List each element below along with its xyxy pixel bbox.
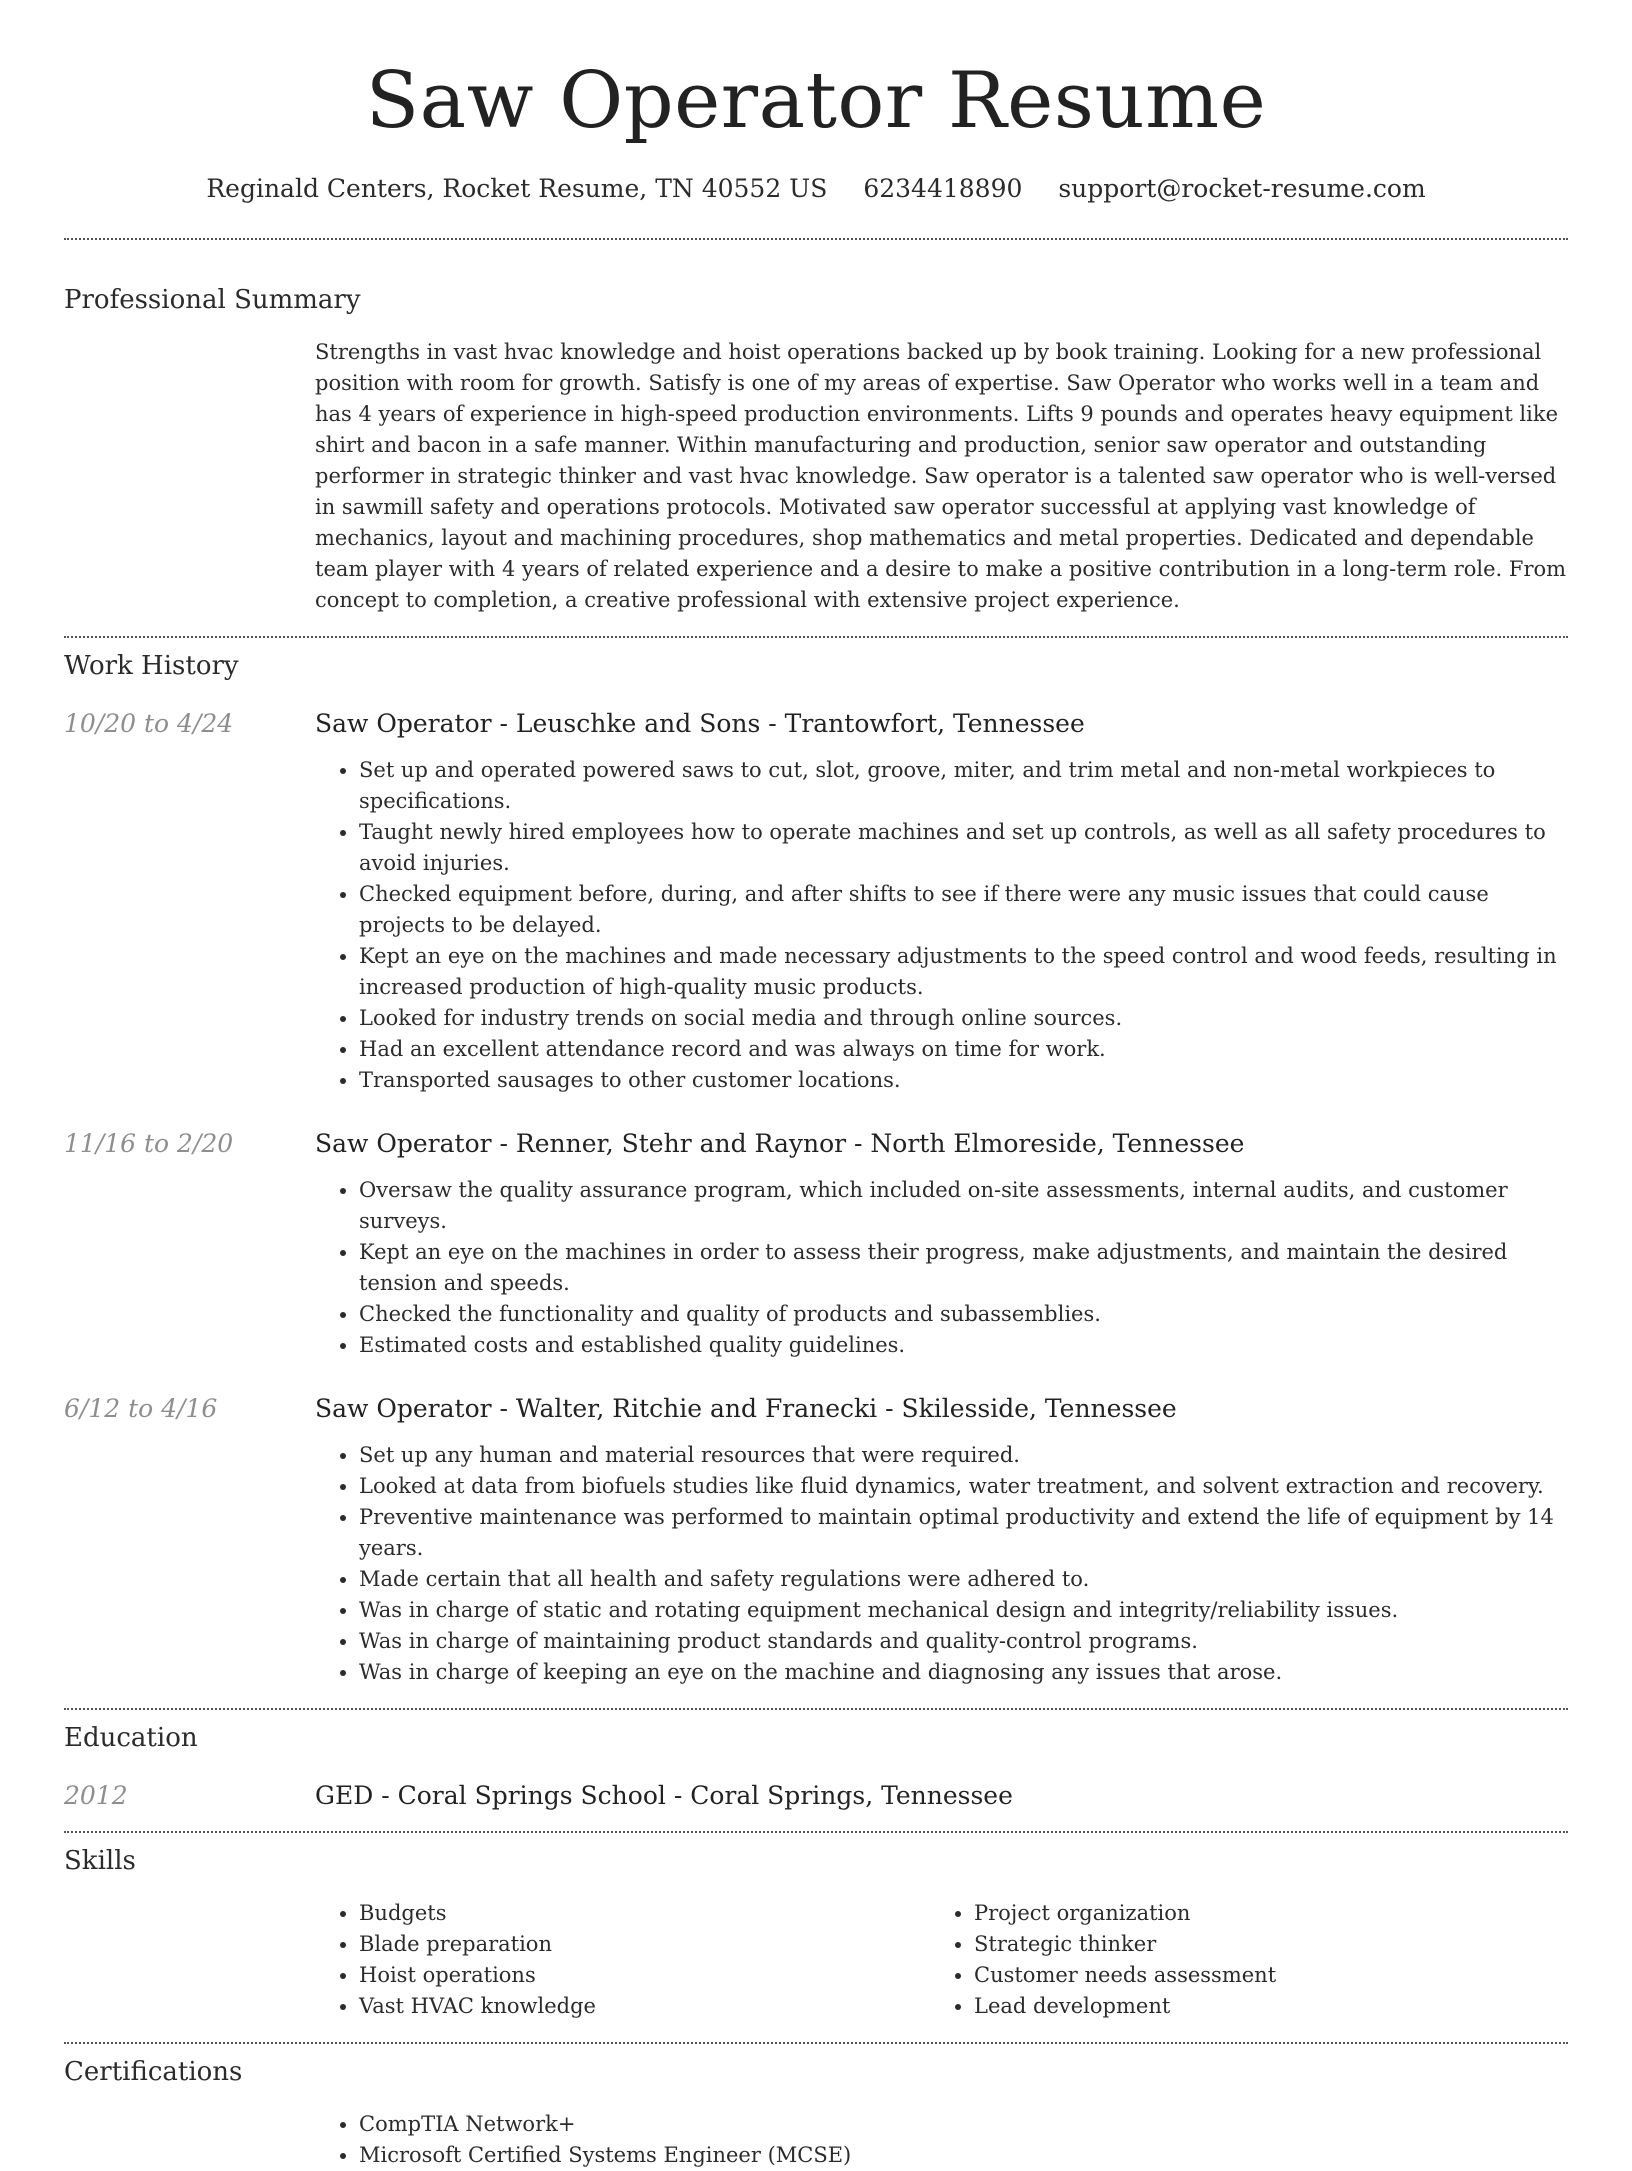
resume-title: Saw Operator Resume [365, 56, 1267, 146]
skills-list-left [315, 1898, 930, 2022]
job-dates: 11/16 to 2/20 [64, 1129, 234, 1158]
summary-content [315, 337, 1568, 616]
job-bullet-list [315, 1175, 1568, 1361]
job-dates: 6/12 to 4/16 [64, 1394, 218, 1423]
job-entry [64, 1127, 1568, 1361]
job-bullet: • Set up any human and material resources that were required. [359, 1440, 1568, 1471]
skills-heading: Skills [64, 1846, 136, 1876]
job-bullet-list [315, 1440, 1568, 1688]
skills-grid [315, 1898, 1568, 2022]
job-header [64, 1127, 1568, 1161]
job-bullet: • Was in charge of maintaining product standards and quality-control programs. [359, 1626, 1568, 1657]
section-divider [64, 2042, 1568, 2044]
skill-item: • Budgets [359, 1898, 930, 1929]
skills-section [64, 1844, 1568, 2022]
summary-text: Strengths in vast hvac knowledge and hoist operations backed up by book training. Looking for a new professional position with room for growth. Satisfy is one of my areas of expertise. Saw Operator who works well in a team and has 4 years of experience in high-speed production environments. Lifts 9 pounds and operates heavy equipment like shirt and bacon in a safe manner. Within manufacturing and production, senior saw operator and outstanding performer in strategic thinker and vast hvac knowledge. Saw operator is a talented saw operator who is well-versed in sawmill safety and operations protocols. Motivated saw operator successful at applying vast knowledge of mechanics, layout and machining procedures, shop mathematics and metal properties. Dedicated and dependable team player with 4 years of related experience and a desire to make a positive contribution in a long-term role. From concept to completion, a creative professional with extensive project experience. [315, 340, 1567, 612]
job-bullet: • Set up and operated powered saws to cut, slot, groove, miter, and trim metal and non-metal workpieces to specifications. [359, 755, 1568, 817]
certifications-section [64, 2055, 1568, 2171]
education-entry [64, 1779, 1568, 1813]
contact-line [64, 172, 1568, 206]
job-title: Saw Operator - Leuschke and Sons - Trantowfort, Tennessee [315, 709, 1085, 738]
certifications-list [315, 2109, 1568, 2171]
job-dates: 10/20 to 4/24 [64, 709, 234, 738]
education-section [64, 1721, 1568, 1813]
job-header [64, 707, 1568, 741]
section-divider [64, 1708, 1568, 1710]
job-header [64, 1392, 1568, 1426]
contact-email: support@rocket-resume.com [1058, 174, 1426, 203]
certifications-heading: Certifications [64, 2057, 243, 2087]
skill-item: • Strategic thinker [974, 1929, 1545, 1960]
section-divider [64, 636, 1568, 638]
education-degree: GED - Coral Springs School - Coral Springs, Tennessee [315, 1781, 1013, 1810]
section-divider [64, 238, 1568, 240]
job-details [315, 1440, 1568, 1688]
job-bullet: • Checked equipment before, during, and after shifts to see if there were any music issues that could cause projects to be delayed. [359, 879, 1568, 941]
skill-item: • Project organization [974, 1898, 1545, 1929]
work-history-section [64, 649, 1568, 1688]
skill-item: • Hoist operations [359, 1960, 930, 1991]
job-bullet: • Looked at data from biofuels studies like fluid dynamics, water treatment, and solvent extraction and recovery. [359, 1471, 1568, 1502]
job-title: Saw Operator - Renner, Stehr and Raynor - North Elmoreside, Tennessee [315, 1129, 1245, 1158]
summary-section [64, 283, 1568, 616]
job-bullet: • Made certain that all health and safety regulations were adhered to. [359, 1564, 1568, 1595]
job-bullet: • Was in charge of static and rotating equipment mechanical design and integrity/reliability issues. [359, 1595, 1568, 1626]
job-bullet: • Looked for industry trends on social media and through online sources. [359, 1003, 1568, 1034]
education-heading: Education [64, 1723, 198, 1753]
section-divider [64, 1831, 1568, 1833]
certification-item: • Microsoft Certified Systems Engineer (MCSE) [359, 2140, 1568, 2171]
job-bullet-list [315, 755, 1568, 1096]
skill-item: • Vast HVAC knowledge [359, 1991, 930, 2022]
job-bullet: • Transported sausages to other customer locations. [359, 1065, 1568, 1096]
skill-item: • Customer needs assessment [974, 1960, 1545, 1991]
work-history-heading: Work History [64, 651, 239, 681]
contact-phone: 6234418890 [863, 174, 1023, 203]
job-bullet: • Kept an eye on the machines in order to assess their progress, make adjustments, and maintain the desired tension and speeds. [359, 1237, 1568, 1299]
skill-item: • Lead development [974, 1991, 1545, 2022]
job-title: Saw Operator - Walter, Ritchie and Franecki - Skilesside, Tennessee [315, 1394, 1177, 1423]
job-bullet: • Had an excellent attendance record and was always on time for work. [359, 1034, 1568, 1065]
certification-item: • CompTIA Network+ [359, 2109, 1568, 2140]
skill-item: • Blade preparation [359, 1929, 930, 1960]
job-bullet: • Oversaw the quality assurance program, which included on-site assessments, internal audits, and customer surveys. [359, 1175, 1568, 1237]
job-bullet: • Was in charge of keeping an eye on the machine and diagnosing any issues that arose. [359, 1657, 1568, 1688]
job-bullet: • Estimated costs and established quality guidelines. [359, 1330, 1568, 1361]
summary-heading: Professional Summary [64, 285, 361, 315]
job-entry [64, 1392, 1568, 1688]
education-year: 2012 [64, 1781, 128, 1810]
contact-address: Reginald Centers, Rocket Resume, TN 40552 US [206, 174, 828, 203]
certifications-content [315, 2109, 1568, 2171]
job-details [315, 1175, 1568, 1361]
job-bullet: • Checked the functionality and quality of products and subassemblies. [359, 1299, 1568, 1330]
skills-list-right [930, 1898, 1545, 2022]
job-bullet: • Taught newly hired employees how to operate machines and set up controls, as well as all safety procedures to avoid injuries. [359, 817, 1568, 879]
job-details [315, 755, 1568, 1096]
job-bullet: • Kept an eye on the machines and made necessary adjustments to the speed control and wood feeds, resulting in increased production of high-quality music products. [359, 941, 1568, 1003]
job-bullet: • Preventive maintenance was performed to maintain optimal productivity and extend the life of equipment by 14 years. [359, 1502, 1568, 1564]
job-entry [64, 707, 1568, 1096]
